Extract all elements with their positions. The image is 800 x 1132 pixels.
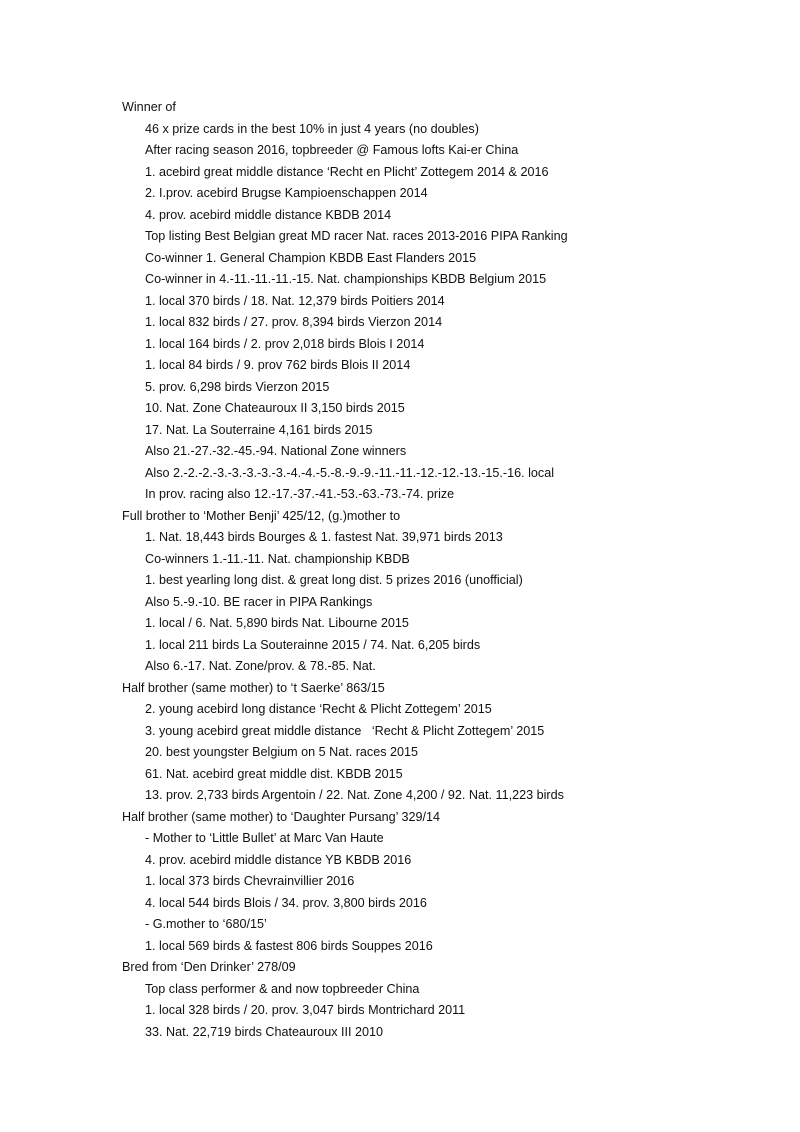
achievement-line: After racing season 2016, topbreeder @ Famous lofts Kai-er China	[145, 143, 519, 157]
achievement-line: - Mother to ‘Little Bullet’ at Marc Van Haute	[145, 831, 384, 845]
section-heading: Bred from ‘Den Drinker’ 278/09	[122, 960, 296, 974]
section-heading: Winner of	[122, 100, 176, 114]
achievement-line: 2. young acebird long distance ‘Recht & Plicht Zottegem’ 2015	[145, 702, 492, 716]
achievement-line: 1. local 370 birds / 18. Nat. 12,379 birds Poitiers 2014	[145, 293, 445, 308]
achievement-line: Also 5.-9.-10. BE racer in PIPA Rankings	[145, 594, 373, 609]
achievement-line: 1. local 84 birds / 9. prov 762 birds Blois II 2014	[145, 358, 411, 372]
achievement-line: Also 2.-2.-2.-3.-3.-3.-3.-3.-4.-4.-5.-8.-9.-9.-11.-11.-12.-12.-13.-15.-16. local	[145, 465, 554, 480]
achievement-line: 10. Nat. Zone Chateauroux II 3,150 birds 2015	[145, 401, 405, 415]
achievement-line: 20. best youngster Belgium on 5 Nat. races 2015	[145, 745, 419, 759]
achievement-line: 4. prov. acebird middle distance KBDB 2014	[145, 207, 392, 222]
achievement-line: Co-winner in 4.-11.-11.-11.-15. Nat. championships KBDB Belgium 2015	[145, 272, 547, 286]
pedigree-document	[122, 97, 568, 1043]
achievement-line: 1. local 164 birds / 2. prov 2,018 birds Blois I 2014	[145, 336, 425, 351]
achievement-line: 3. young acebird great middle distance ‘Recht & Plicht Zottegem’ 2015	[145, 723, 545, 738]
achievement-line: 1. local 569 birds & fastest 806 birds Souppes 2016	[145, 938, 433, 953]
achievement-line: In prov. racing also 12.-17.-37.-41.-53.-63.-73.-74. prize	[145, 487, 455, 501]
section-heading: Full brother to ‘Mother Benji’ 425/12, (g.)mother to	[122, 508, 401, 523]
achievement-line: 4. local 544 birds Blois / 34. prov. 3,800 birds 2016	[145, 895, 427, 910]
achievement-line: 1. local 211 birds La Souterainne 2015 / 74. Nat. 6,205 birds	[145, 637, 481, 652]
achievement-line: 5. prov. 6,298 birds Vierzon 2015	[145, 379, 330, 394]
achievement-line: 1. Nat. 18,443 birds Bourges & 1. fastest Nat. 39,971 birds 2013	[145, 530, 503, 544]
achievement-line: 46 x prize cards in the best 10% in just 4 years (no doubles)	[145, 121, 479, 136]
section-heading: Half brother (same mother) to ‘Daughter Pursang’ 329/14	[122, 809, 441, 824]
achievement-line: - G.mother to ‘680/15’	[145, 917, 267, 931]
achievement-line: 1. local 373 birds Chevrainvillier 2016	[145, 874, 355, 888]
achievement-line: Also 21.-27.-32.-45.-94. National Zone winners	[145, 444, 407, 458]
achievement-line: 1. local 328 birds / 20. prov. 3,047 birds Montrichard 2011	[145, 1003, 466, 1017]
achievement-line: Top class performer & and now topbreeder China	[145, 981, 420, 996]
achievement-line: 4. prov. acebird middle distance YB KBDB 2016	[145, 852, 412, 867]
achievement-line: 33. Nat. 22,719 birds Chateauroux III 2010	[145, 1024, 384, 1039]
achievement-line: Co-winner 1. General Champion KBDB East Flanders 2015	[145, 250, 477, 265]
section-heading: Half brother (same mother) to ‘t Saerke’ 863/15	[122, 680, 385, 695]
achievement-line: 1. best yearling long dist. & great long dist. 5 prizes 2016 (unofficial)	[145, 573, 523, 587]
achievement-line: Co-winners 1.-11.-11. Nat. championship KBDB	[145, 551, 410, 566]
achievement-line: Also 6.-17. Nat. Zone/prov. & 78.-85. Nat.	[145, 659, 376, 673]
achievement-line: 1. local 832 birds / 27. prov. 8,394 birds Vierzon 2014	[145, 315, 443, 329]
achievement-line: 1. acebird great middle distance ‘Recht en Plicht’ Zottegem 2014 & 2016	[145, 164, 549, 179]
achievement-line: Top listing Best Belgian great MD racer Nat. races 2013-2016 PIPA Ranking	[145, 229, 568, 243]
achievement-line: 17. Nat. La Souterraine 4,161 birds 2015	[145, 422, 373, 437]
achievement-line: 1. local / 6. Nat. 5,890 birds Nat. Libourne 2015	[145, 616, 409, 630]
achievement-line: 13. prov. 2,733 birds Argentoin / 22. Nat. Zone 4,200 / 92. Nat. 11,223 birds	[145, 788, 564, 802]
achievement-line: 61. Nat. acebird great middle dist. KBDB 2015	[145, 766, 403, 781]
achievement-line: 2. I.prov. acebird Brugse Kampioenschappen 2014	[145, 186, 428, 200]
